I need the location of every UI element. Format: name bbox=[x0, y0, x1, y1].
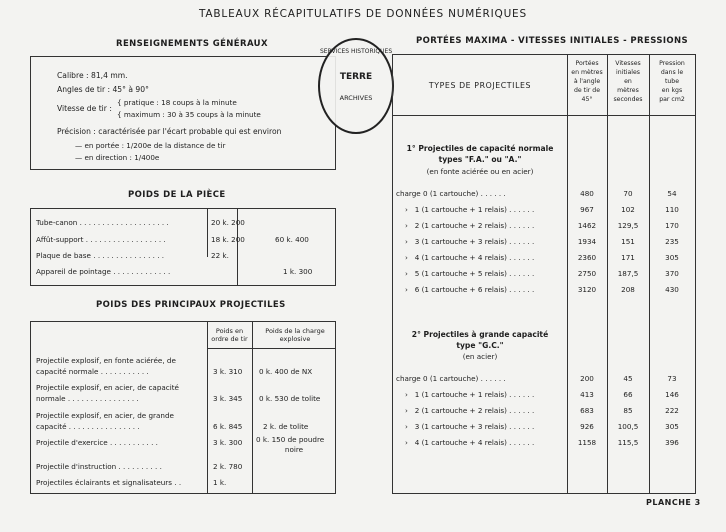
range-pression-cell: 235 bbox=[665, 237, 679, 246]
range-vitesse-cell: 100,5 bbox=[617, 422, 639, 431]
projectile-ordre: 3 k. 345 bbox=[213, 394, 243, 403]
piece-row-label: Appareil de pointage . . . . . . . . . . . . . bbox=[36, 267, 171, 276]
portees-table bbox=[392, 54, 696, 494]
piece-section-title: POIDS DE LA PIÈCE bbox=[128, 190, 226, 200]
range-portee-cell: 683 bbox=[580, 406, 594, 415]
piece-row-weight: 22 k. bbox=[211, 251, 229, 260]
range-vitesse-cell: 66 bbox=[623, 390, 633, 399]
range-portee-cell: 1158 bbox=[577, 438, 597, 447]
range-row-label: › 6 (1 cartouche + 6 relais) . . . . . . bbox=[405, 285, 535, 294]
piece-total: 60 k. 400 bbox=[275, 235, 309, 244]
range-vitesse-cell: 187,5 bbox=[617, 269, 639, 278]
range-pression-cell: 305 bbox=[665, 253, 679, 262]
group2-subtitle: type "G.C." bbox=[456, 341, 504, 350]
projectile-charge: 0 k. 150 de poudre bbox=[256, 435, 325, 444]
range-row-label: › 1 (1 cartouche + 1 relais) . . . . . . bbox=[405, 205, 535, 214]
range-pression-cell: 73 bbox=[667, 374, 677, 383]
range-pression-cell: 110 bbox=[665, 205, 679, 214]
range-row-label: › 4 (1 cartouche + 4 relais) . . . . . . bbox=[405, 253, 535, 262]
range-portee-cell: 200 bbox=[580, 374, 594, 383]
piece-row-label: Plaque de base . . . . . . . . . . . . . . . . bbox=[36, 251, 165, 260]
range-vitesse-cell: 151 bbox=[621, 237, 635, 246]
range-portee-cell: 2360 bbox=[577, 253, 597, 262]
piece-row-weight: 20 k. 200 bbox=[211, 218, 245, 227]
projectile-row-label: normale . . . . . . . . . . . . . . . . bbox=[36, 394, 139, 403]
general-section-title: RENSEIGNEMENTS GÉNÉRAUX bbox=[116, 39, 268, 49]
group2-title: 2° Projectiles à grande capacité bbox=[411, 330, 549, 339]
projectile-charge: noire bbox=[284, 445, 304, 454]
range-vitesse-cell: 70 bbox=[623, 189, 633, 198]
pression-header: Pression dans le tube en kgs par cm2 bbox=[659, 60, 685, 103]
range-vitesse-cell: 45 bbox=[623, 374, 633, 383]
piece-row-label: Affût-support . . . . . . . . . . . . . . . . . . bbox=[36, 235, 166, 244]
page-title: TABLEAUX RÉCAPITULATIFS DE DONNÉES NUMÉRIQUES bbox=[199, 8, 527, 20]
range-portee-cell: 1462 bbox=[577, 221, 597, 230]
range-row-label: › 4 (1 cartouche + 4 relais) . . . . . . bbox=[405, 438, 535, 447]
range-pression-cell: 222 bbox=[665, 406, 679, 415]
range-row-label: charge 0 (1 cartouche) . . . . . . bbox=[396, 189, 506, 198]
range-portee-cell: 3120 bbox=[577, 285, 597, 294]
range-portee-cell: 2750 bbox=[577, 269, 597, 278]
piece-table bbox=[30, 208, 336, 286]
range-vitesse-cell: 208 bbox=[621, 285, 635, 294]
range-row-label: charge 0 (1 cartouche) . . . . . . bbox=[396, 374, 506, 383]
group2-note: (en acier) bbox=[462, 352, 498, 361]
calibre-text: Calibre : 81,4 mm. bbox=[57, 71, 128, 80]
projectile-charge: 0 k. 530 de tolite bbox=[259, 394, 321, 403]
projectile-row-label: Projectile explosif, en fonte aciérée, de bbox=[36, 356, 176, 365]
vitesse-header: Vitesses initiales en mètres secondes bbox=[613, 60, 643, 103]
vitesse-label: Vitesse de tir : bbox=[57, 104, 112, 113]
range-vitesse-cell: 85 bbox=[623, 406, 633, 415]
vitesse-maximum: { maximum : 30 à 35 coups à la minute bbox=[117, 110, 261, 119]
projectile-ordre: 2 k. 780 bbox=[213, 462, 243, 471]
range-vitesse-cell: 171 bbox=[621, 253, 635, 262]
vitesse-pratique: { pratique : 18 coups à la minute bbox=[117, 98, 237, 107]
range-pression-cell: 170 bbox=[665, 221, 679, 230]
projectile-ordre: 3 k. 300 bbox=[213, 438, 243, 447]
projectiles-weight-table bbox=[30, 321, 336, 494]
piece-row-weight: 18 k. 200 bbox=[211, 235, 245, 244]
range-pression-cell: 146 bbox=[665, 390, 679, 399]
range-portee-cell: 967 bbox=[580, 205, 594, 214]
range-pression-cell: 54 bbox=[667, 189, 677, 198]
angles-text: Angles de tir : 45° à 90° bbox=[57, 85, 149, 94]
range-portee-cell: 480 bbox=[580, 189, 594, 198]
range-row-label: › 1 (1 cartouche + 1 relais) . . . . . . bbox=[405, 390, 535, 399]
range-row-label: › 2 (1 cartouche + 2 relais) . . . . . . bbox=[405, 406, 535, 415]
general-info-box bbox=[30, 56, 336, 170]
projectile-row-label: Projectile explosif, en acier, de capacité bbox=[36, 383, 179, 392]
pointage-weight: 1 k. 300 bbox=[283, 267, 313, 276]
range-pression-cell: 305 bbox=[665, 422, 679, 431]
range-row-label: › 2 (1 cartouche + 2 relais) . . . . . . bbox=[405, 221, 535, 230]
group1-note: (en fonte aciérée ou en acier) bbox=[426, 167, 534, 176]
projectile-row-label: Projectiles éclairants et signalisateurs . . bbox=[36, 478, 182, 487]
portee-header: Portées en mètres à l'angle de tir de 45° bbox=[571, 60, 603, 103]
range-vitesse-cell: 115,5 bbox=[617, 438, 639, 447]
projectile-ordre: 1 k. bbox=[213, 478, 227, 487]
precision-text: Précision : caractérisée par l'écart probable qui est environ bbox=[57, 127, 282, 136]
projectile-row-label: Projectile d'instruction . . . . . . . . . . bbox=[36, 462, 162, 471]
range-vitesse-cell: 102 bbox=[621, 205, 635, 214]
col-charge-header: Poids de la charge explosive bbox=[265, 327, 325, 343]
projectile-row-label: Projectile explosif, en acier, de grande bbox=[36, 411, 174, 420]
range-portee-cell: 926 bbox=[580, 422, 594, 431]
projectile-charge: 0 k. 400 de NX bbox=[259, 367, 313, 376]
types-header: TYPES DE PROJECTILES bbox=[428, 81, 532, 90]
archive-stamp: SERVICES HISTORIQUES TERRE ARCHIVES bbox=[318, 38, 394, 134]
planche-label: PLANCHE 3 bbox=[646, 498, 701, 507]
projectile-row-label: capacité normale . . . . . . . . . . . bbox=[36, 367, 149, 376]
group1-title: 1° Projectiles de capacité normale bbox=[406, 144, 554, 153]
projectile-ordre: 3 k. 310 bbox=[213, 367, 243, 376]
projectile-row-label: capacité . . . . . . . . . . . . . . . . bbox=[36, 422, 140, 431]
range-row-label: › 5 (1 cartouche + 5 relais) . . . . . . bbox=[405, 269, 535, 278]
range-pression-cell: 370 bbox=[665, 269, 679, 278]
projectile-row-label: Projectile d'exercice . . . . . . . . . . . bbox=[36, 438, 158, 447]
range-pression-cell: 396 bbox=[665, 438, 679, 447]
portees-section-title: PORTÉES MAXIMA - VITESSES INITIALES - PRESSIONS bbox=[416, 36, 689, 46]
range-row-label: › 3 (1 cartouche + 3 relais) . . . . . . bbox=[405, 422, 535, 431]
projectile-charge: 2 k. de tolite bbox=[263, 422, 309, 431]
portee-text: — en portée : 1/200e de la distance de tir bbox=[75, 141, 226, 150]
piece-row-label: Tube-canon . . . . . . . . . . . . . . . . . . . . bbox=[36, 218, 169, 227]
range-portee-cell: 413 bbox=[580, 390, 594, 399]
col-ordre-header: Poids en ordre de tir bbox=[211, 327, 248, 343]
range-row-label: › 3 (1 cartouche + 3 relais) . . . . . . bbox=[405, 237, 535, 246]
direction-text: — en direction : 1/400e bbox=[75, 153, 160, 162]
projectile-ordre: 6 k. 845 bbox=[213, 422, 243, 431]
range-portee-cell: 1934 bbox=[577, 237, 597, 246]
range-pression-cell: 430 bbox=[665, 285, 679, 294]
projectiles-section-title: POIDS DES PRINCIPAUX PROJECTILES bbox=[96, 300, 286, 310]
range-vitesse-cell: 129,5 bbox=[617, 221, 639, 230]
group1-subtitle: types "F.A." ou "A." bbox=[438, 155, 522, 164]
